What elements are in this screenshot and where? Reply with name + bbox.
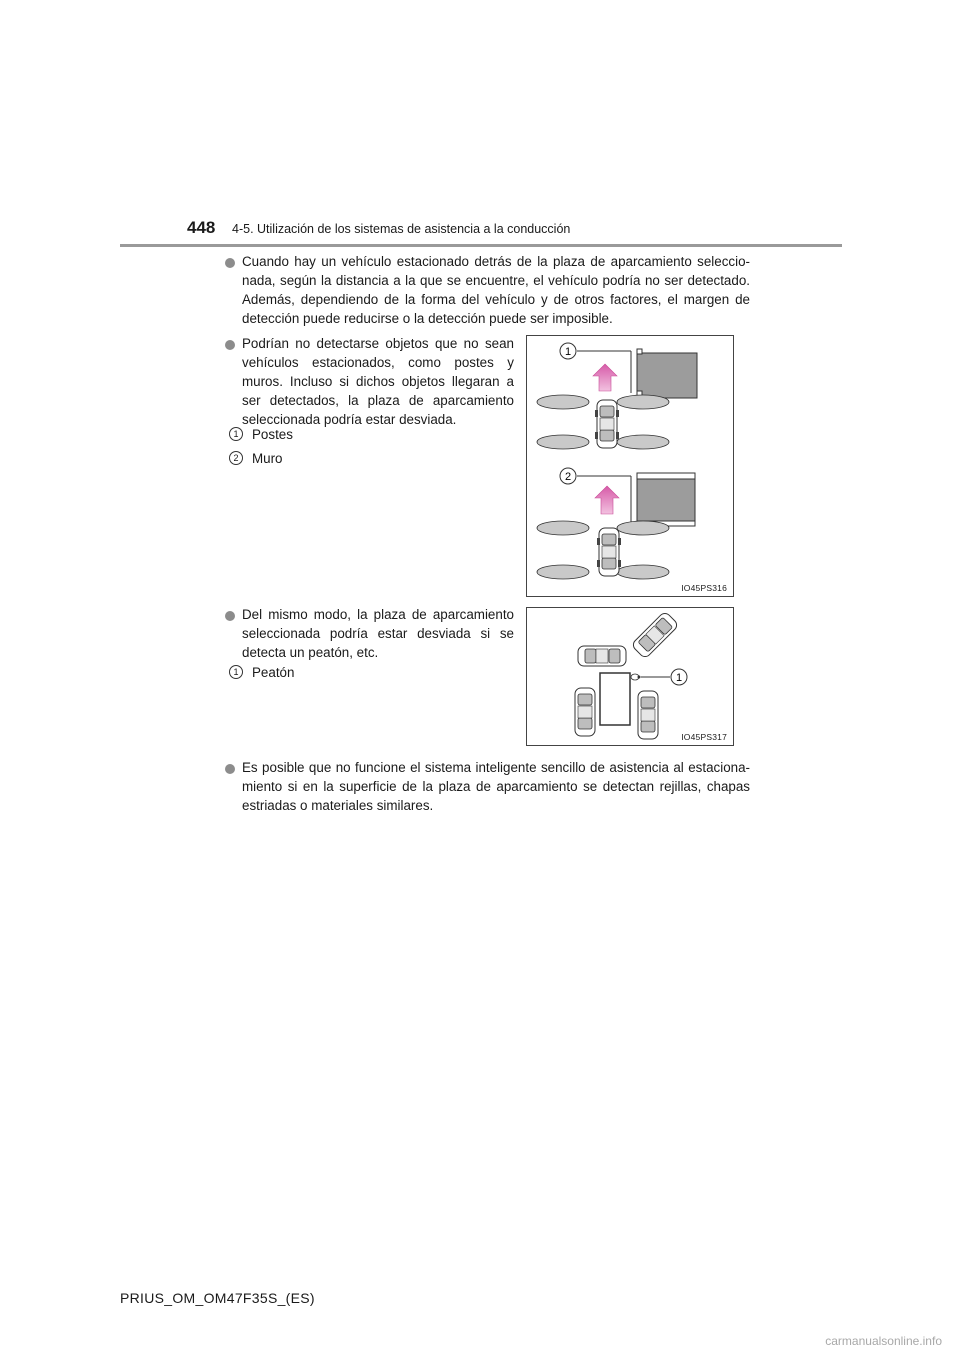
legend-label-peaton: Peatón (252, 665, 295, 680)
figure-illustration (527, 336, 733, 596)
page-number: 448 (187, 218, 216, 237)
arrow-up-icon (593, 364, 617, 391)
bullet-dot (225, 764, 235, 774)
car-icon (595, 400, 619, 448)
watermark: carmanualsonline.info (825, 1334, 942, 1348)
sensor-lobe-icon (617, 521, 669, 535)
section-title: 4-5. Utilización de los sistemas de asistencia a la conducción (232, 222, 571, 236)
bullet-dot (225, 611, 235, 621)
bullet-dot (225, 258, 235, 268)
figure-posts-and-wall (526, 335, 734, 597)
legend-number: 1 (229, 427, 243, 441)
car-icon (638, 691, 658, 739)
figure-code: IO45PS317 (681, 732, 727, 742)
sensor-lobe-icon (617, 395, 669, 409)
bullet-text-4: Es posible que no funcione el sistema inteligente sencillo de asistencia al estaciona-miento si en la superficie de la plaza de aparcamiento se detectan rejillas, chapas estriadas o materiales similares. (242, 760, 750, 813)
sensor-lobe-icon (617, 435, 669, 449)
legend-label-muro: Muro (252, 451, 283, 466)
car-icon (597, 528, 621, 576)
wall-icon (637, 473, 695, 479)
callout-1: 1 (675, 672, 683, 684)
parked-object-posts (637, 353, 697, 398)
sensor-lobe-icon (617, 565, 669, 579)
document-id: PRIUS_OM_OM47F35S_(ES) (120, 1290, 315, 1306)
legend-label-postes: Postes (252, 427, 293, 442)
sensor-lobe-icon (537, 521, 589, 535)
sensor-lobe-icon (537, 395, 589, 409)
car-icon (578, 646, 626, 666)
legend-number: 2 (229, 451, 243, 465)
post-icon (637, 349, 642, 354)
figure-illustration (527, 608, 733, 745)
parked-object-wall (637, 479, 695, 521)
bullet-text-3: Del mismo modo, la plaza de aparcamiento seleccionada podría estar desviada si se detecta un peatón, etc. (242, 607, 514, 660)
legend-number: 1 (229, 665, 243, 679)
bullet-text-1: Cuando hay un vehículo estacionado detrás de la plaza de aparcamiento seleccio-nada, según la distancia a la que se encuentre, el vehículo podría no ser detectado. Además, dependiendo de la forma del vehículo y de otros factores, el margen de detección puede reducirse o la detección puede ser imposible. (242, 254, 750, 326)
bullet-text-2: Podrían no detectarse objetos que no sean vehículos estacionados, como postes y muros. Incluso si dichos objetos llegaran a ser detectados, la plaza de aparcamiento seleccionada podría estar desviada. (242, 336, 514, 427)
arrow-up-icon (595, 486, 619, 514)
callout-1: 1 (564, 346, 572, 358)
sensor-lobe-icon (537, 435, 589, 449)
callout-2: 2 (564, 471, 572, 483)
pedestrian-icon (631, 674, 641, 680)
header-rule (120, 244, 842, 247)
parking-space (600, 673, 630, 725)
sensor-lobe-icon (537, 565, 589, 579)
bullet-dot (225, 340, 235, 350)
figure-pedestrian (526, 607, 734, 746)
figure-code: IO45PS316 (681, 583, 727, 593)
car-icon (575, 688, 595, 736)
car-icon (631, 611, 679, 659)
